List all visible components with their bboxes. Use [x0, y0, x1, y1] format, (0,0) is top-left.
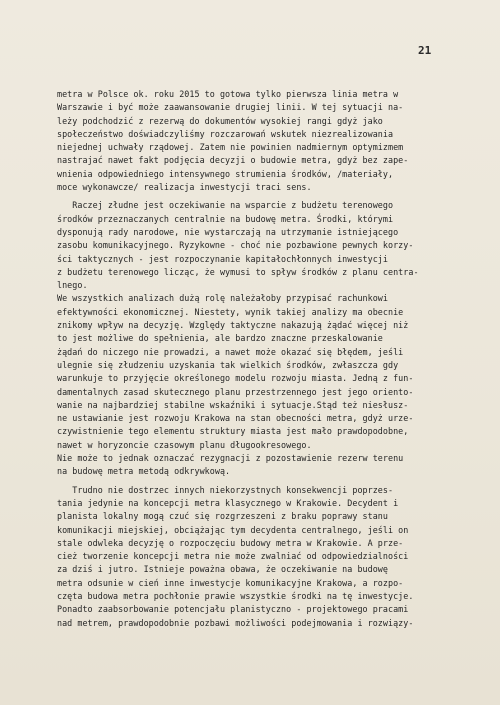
text-line: metra w Polsce ok. roku 2015 to gotowa tylko pierwsza linia metra w — [57, 89, 399, 99]
body-text — [57, 88, 487, 630]
text-line: Trudno nie dostrzec innych niekorzystnych konsekwencji poprzes- — [57, 484, 394, 495]
text-line: moce wykonawcze/ realizacja inwestycji traci sens. — [57, 182, 312, 193]
text-line: zasobu komunikacyjnego. Ryzykowne - choć nie pozbawione pewnych korzy- — [57, 240, 414, 251]
text-line: wanie na najbardziej stabilne wskaźniki i sytuacje.Stąd też niesłusz- — [57, 399, 409, 410]
text-line: wnienia odpowiedniego intensywnego strumienia środków, /materiały, — [57, 168, 394, 179]
text-line: ści taktycznych - jest rozpoczynanie kapitałochłonnych inwestycji — [57, 253, 388, 264]
paragraph — [57, 292, 487, 478]
text-line: żądań do niczego nie prowadzi, a nawet może okazać się błędem, jeśli — [57, 346, 404, 357]
text-line: dysponują rady narodowe, nie wystarczają na utrzymanie istniejącego — [57, 226, 399, 237]
text-line: nastrajać nawet fakt podjęcia decyzji o budowie metra, gdyż bez zape- — [57, 155, 409, 166]
text-line: Raczej złudne jest oczekiwanie na wsparcie z budżetu terenowego — [57, 200, 394, 211]
text-line: na budowę metra metodą odkrywkową. — [57, 466, 231, 477]
text-line: znikomy wpływ na decyzję. Względy taktyczne nakazują żądać więcej niż — [57, 320, 409, 331]
text-line: cież tworzenie koncepcji metra nie może zwalniać od odpowiedzialności — [57, 551, 409, 562]
text-line: ulegnie się złudzeniu uzyskania tak wielkich środków, zwłaszcza gdy — [57, 359, 399, 370]
text-line: nad metrem, prawdopodobnie pozbawi możliwości podejmowania i rozwiązy- — [57, 617, 414, 628]
paragraph — [57, 484, 487, 630]
text-line: niejednej uchwały rządowej. Zatem nie powinien nadmiernym optymizmem — [57, 142, 404, 153]
text-line: damentalnych zasad skutecznego planu przestrzennego jest jego oriento- — [57, 386, 414, 397]
page-number: 21 — [418, 44, 432, 57]
text-line: społeczeństwo doświadczyliśmy rozczarowań wskutek niezrealizowania — [57, 128, 394, 139]
text-line: ne ustawianie jest rozwoju Krakowa na stan obecności metra, gdyż urze- — [57, 413, 414, 424]
paragraph — [57, 199, 487, 292]
text-line: czywistnienie tego elementu struktury miasta jest mało prawdopodobne, — [57, 426, 409, 437]
text-line: We wszystkich analizach dużą rolę należałoby przypisać rachunkowi — [57, 293, 388, 304]
text-line: to jest możliwe do spełnienia, ale bardzo znaczne przeskalowanie — [57, 333, 383, 344]
text-line: warunkuje to przyjęcie określonego modelu rozwoju miasta. Jedną z fun- — [57, 373, 414, 384]
text-line: stale odwleka decyzję o rozpoczęciu budowy metra w Krakowie. A prze- — [57, 537, 404, 548]
text-line: tania jedynie na koncepcji metra klasycznego w Krakowie. Decydent i — [57, 497, 399, 508]
text-line: Ponadto zaabsorbowanie potencjału planistyczno - projektowego pracami — [57, 604, 409, 615]
paragraph — [57, 88, 487, 194]
text-line: środków przeznaczanych centralnie na budowę metra. Środki, którymi — [57, 213, 394, 224]
text-line: efektywności ekonomicznej. Niestety, wynik takiej analizy ma obecnie — [57, 306, 404, 317]
text-line: metra odsunie w cień inne inwestycje komunikacyjne Krakowa, a rozpo- — [57, 577, 404, 588]
text-line: Nie może to jednak oznaczać rezygnacji z pozostawienie rezerw terenu — [57, 453, 404, 464]
text-line: z budżetu terenowego licząc, że wymusi to spływ środków z planu centra- — [57, 266, 419, 277]
text-line: nawet w horyzoncie czasowym planu długookresowego. — [57, 439, 312, 450]
text-line: leży podchodzić z rezerwą do dokumentów wysokiej rangi gdyż jako — [57, 115, 383, 126]
text-line: za dziś i jutro. Istnieje poważna obawa, że oczekiwanie na budowę — [57, 564, 388, 575]
text-line: Warszawie i być może zaawansowanie drugiej linii. W tej sytuacji na- — [57, 102, 404, 113]
text-line: planista lokalny mogą czuć się rozgrzeszeni z braku poprawy stanu — [57, 511, 388, 522]
text-line: komunikacji miejskiej, obciążając tym decydenta centralnego, jeśli on — [57, 524, 409, 535]
text-line: częta budowa metra pochłonie prawie wszystkie środki na tę inwestycje. — [57, 590, 414, 601]
text-line: lnego. — [57, 280, 88, 291]
